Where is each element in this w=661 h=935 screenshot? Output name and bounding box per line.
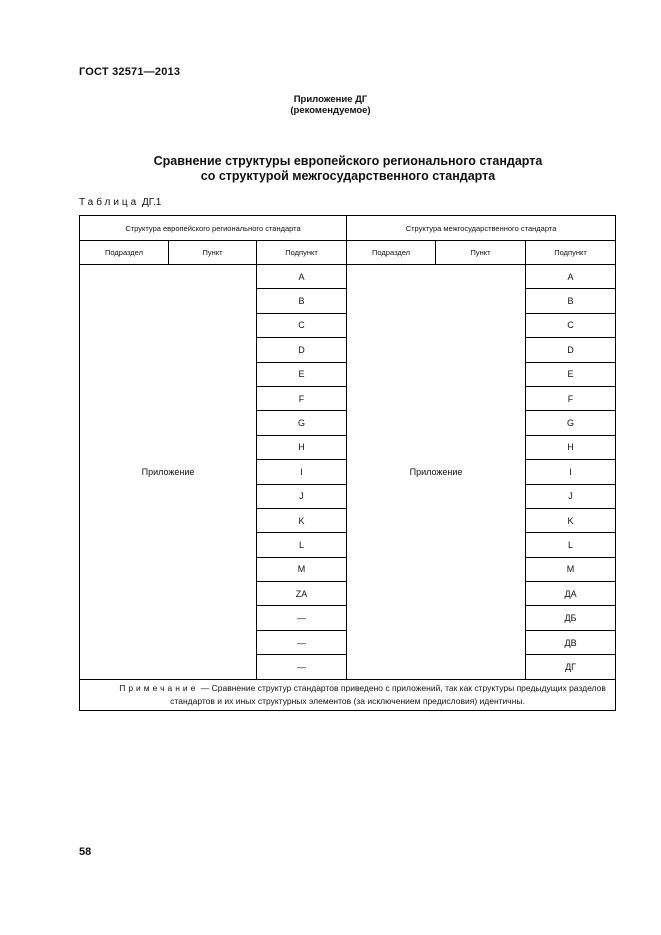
appendix-title: Приложение ДГ	[293, 94, 368, 105]
column-header: Подпункт	[257, 241, 347, 265]
group-header-right: Структура межгосударственного стандарта	[347, 216, 616, 241]
right-subitem-cell: F	[526, 386, 616, 410]
left-subitem-cell: M	[257, 557, 347, 581]
table-label-number: ДГ.1	[142, 197, 162, 208]
left-subitem-cell: C	[257, 313, 347, 337]
right-subitem-cell: I	[526, 460, 616, 484]
left-subitem-cell: J	[257, 484, 347, 508]
left-subitem-cell: D	[257, 338, 347, 362]
document-code: ГОСТ 32571—2013	[79, 66, 181, 78]
right-subitem-cell: M	[526, 557, 616, 581]
right-subitem-cell: D	[526, 338, 616, 362]
right-subitem-cell: L	[526, 533, 616, 557]
note-label: Примечание	[119, 682, 199, 693]
left-subitem-cell: —	[257, 655, 347, 679]
page-number: 58	[79, 846, 92, 858]
right-subitem-cell: ДГ	[526, 655, 616, 679]
appendix-subtitle: (рекомендуемое)	[290, 105, 371, 116]
left-subitem-cell: —	[257, 630, 347, 654]
heading-line-1: Сравнение структуры европейского регионального стандарта	[153, 154, 543, 168]
note-text: — Сравнение структур стандартов приведено с приложений, так как структуры предыдущих разделов стандартов и их иных структурных элементов (за исключением предисловия) идентичны.	[170, 682, 606, 706]
note-row	[80, 679, 616, 710]
left-subitem-cell: E	[257, 362, 347, 386]
left-subitem-cell: L	[257, 533, 347, 557]
left-section-cell: Приложение	[80, 265, 257, 680]
left-subitem-cell: B	[257, 289, 347, 313]
left-subitem-cell: K	[257, 508, 347, 532]
right-subitem-cell: B	[526, 289, 616, 313]
table-label-prefix: Таблица	[79, 197, 140, 208]
right-subitem-cell: C	[526, 313, 616, 337]
right-subitem-cell: E	[526, 362, 616, 386]
left-subitem-cell: H	[257, 435, 347, 459]
column-header: Пункт	[436, 241, 526, 265]
table-note	[80, 679, 616, 710]
right-subitem-cell: ДА	[526, 582, 616, 606]
left-subitem-cell: —	[257, 606, 347, 630]
table-row	[80, 265, 616, 289]
right-subitem-cell: ДВ	[526, 630, 616, 654]
right-subitem-cell: K	[526, 508, 616, 532]
left-subitem-cell: A	[257, 265, 347, 289]
left-subitem-cell: G	[257, 411, 347, 435]
column-header: Пункт	[169, 241, 257, 265]
right-section-cell: Приложение	[347, 265, 526, 680]
right-subitem-cell: J	[526, 484, 616, 508]
comparison-table	[79, 215, 616, 711]
column-header: Подраздел	[347, 241, 436, 265]
right-subitem-cell: A	[526, 265, 616, 289]
column-header: Подпункт	[526, 241, 616, 265]
column-header: Подраздел	[80, 241, 169, 265]
right-subitem-cell: ДБ	[526, 606, 616, 630]
heading-line-2: со структурой межгосударственного стандарта	[200, 169, 496, 183]
right-subitem-cell: G	[526, 411, 616, 435]
right-subitem-cell: H	[526, 435, 616, 459]
left-subitem-cell: F	[257, 386, 347, 410]
left-subitem-cell: I	[257, 460, 347, 484]
table-label	[79, 197, 161, 208]
left-subitem-cell: ZA	[257, 582, 347, 606]
group-header-left: Структура европейского регионального стандарта	[80, 216, 347, 241]
